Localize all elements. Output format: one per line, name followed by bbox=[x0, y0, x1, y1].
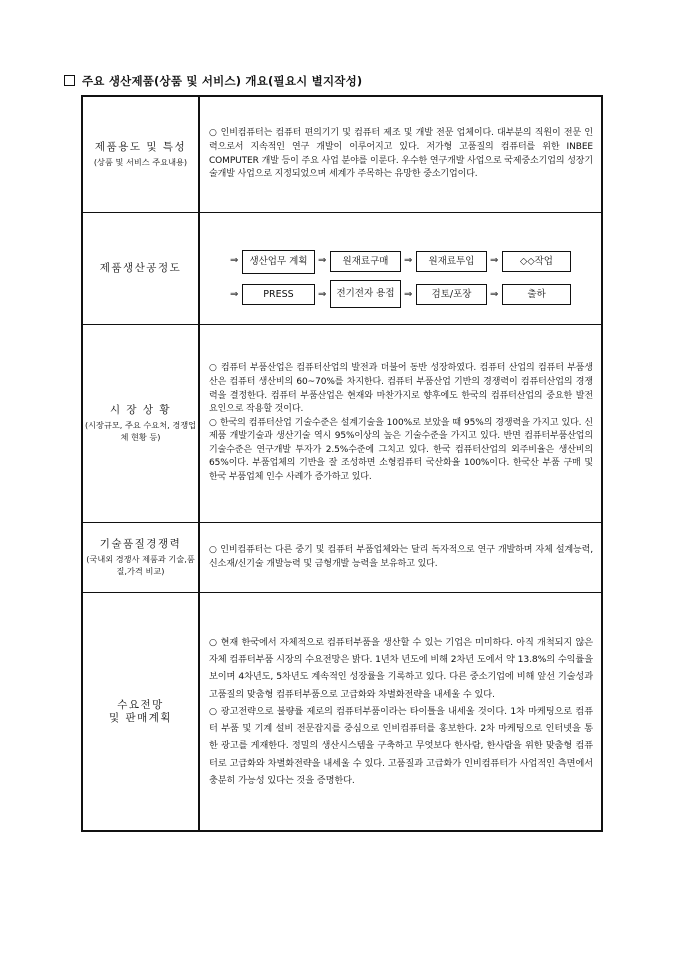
flow-arrow: ⇒ bbox=[230, 289, 239, 300]
flow-step-6: 전기전자 용접 bbox=[330, 280, 401, 308]
label-market-sub: (시장규모, 주요 수요처, 경쟁업체 현황 등) bbox=[84, 420, 197, 442]
label-demand bbox=[82, 593, 199, 832]
content-market bbox=[199, 325, 602, 523]
market-text-1: ○ 컴퓨터 부품산업은 컴퓨터산업의 발전과 더불어 동반 성장하였다. 컴퓨터 산업의 컴퓨터 부품생산은 컴퓨터 생산비의 60~70%를 차지한다. 컴퓨터 부품산업 기반의 경쟁력이 컴퓨터산업의 경쟁력을 결정한다. 컴퓨터 부품산업은 현재와 마찬가지로 향후에도 한국의 컴퓨터산업의 중요한 발전 요인으로 작용할 것이다. bbox=[209, 363, 593, 415]
flow-step-3: 원재료투입 bbox=[416, 251, 487, 272]
tech-text: ○ 인비컴퓨터는 다른 중기 및 컴퓨터 부품업체와는 달리 독자적으로 연구 개발하며 자체 설계능력, 신소재/신기술 개발능력 및 금형개발 능력을 보유하고 있다. bbox=[209, 544, 593, 569]
section-heading-text: 주요 생산제품(상품 및 서비스) 개요(필요시 별지작성) bbox=[82, 74, 363, 88]
row-demand bbox=[82, 593, 602, 832]
label-tech bbox=[82, 523, 199, 593]
flow-arrow: ⇒ bbox=[404, 255, 413, 266]
flow-step-7: 검토/포장 bbox=[416, 284, 487, 305]
label-tech-sub: (국내외 경쟁사 제품과 기술,품질,가격 비교) bbox=[86, 554, 195, 576]
content-process bbox=[199, 213, 602, 325]
checkbox-square-icon bbox=[64, 75, 75, 86]
flow-arrow: ⇒ bbox=[490, 289, 499, 300]
section-heading bbox=[64, 73, 362, 89]
product-overview-table bbox=[81, 95, 603, 832]
label-demand-title-2: 및 판매계획 bbox=[108, 711, 173, 724]
demand-text-1: ○ 현재 한국에서 자체적으로 컴퓨터부품을 생산할 수 있는 기업은 미미하다. 아직 개척되지 않은 자체 컴퓨터부품 시장의 수요전망은 밝다. 1년차 년도에 비해 2차년 도에서 약 13.8%의 수익률을 보이며 4차년도, 5차년도 계속적인 성장률을 기록하고 있다. 다른 중소기업에 비해 앞선 기술성과 고품질의 맞춤형 컴퓨터부품으로 고급화와 차별화전략을 내세울 수 있다. bbox=[209, 637, 593, 700]
flow-arrow: ⇒ bbox=[404, 289, 413, 300]
flow-arrow: ⇒ bbox=[318, 289, 327, 300]
row-market bbox=[82, 325, 602, 523]
label-product bbox=[82, 96, 199, 213]
label-process bbox=[82, 213, 199, 325]
row-product bbox=[82, 96, 602, 213]
content-demand bbox=[199, 593, 602, 832]
flow-step-8: 출하 bbox=[502, 284, 571, 305]
flow-arrow: ⇒ bbox=[318, 255, 327, 266]
demand-text-2: ○ 광고전략으로 불량률 제로의 컴퓨터부품이라는 타이틀을 내세울 것이다. 1차 마케팅으로 컴퓨터 부품 및 기계 설비 전문잡지를 중심으로 인비컴퓨터를 홍보한다. 2차 마케팅으로 인터넷을 통한 광고를 게재한다. 정밀의 생산시스템을 구축하고 무엇보다 한사람, 한사람을 위한 맞춤형 컴퓨터로 고급화와 차별화전략을 내세울 수 있다. 고품질과 고급화가 인비컴퓨터가 사업적인 측면에서 충분히 가능성 있다는 것을 증명한다. bbox=[209, 705, 593, 786]
content-product bbox=[199, 96, 602, 213]
product-text: ○ 인비컴퓨터는 컴퓨터 편의기기 및 컴퓨터 제조 및 개발 전문 업체이다. 대부분의 직원이 전문 인력으로서 지속적인 연구 개발이 이루어지고 있다. 저가형 고품질의 컴퓨터를 위한 INBEE COMPUTER 개발 등이 주요 사업 분야를 이룬다. 우수한 연구개발 사업으로 국제중소기업의 성장기술개발 사업으로 지정되었으며 세계가 주목하는 유망한 중소기업이다. bbox=[209, 128, 593, 180]
label-market-title: 시 장 상 황 bbox=[109, 404, 172, 416]
flow-arrow: ⇒ bbox=[230, 255, 239, 266]
market-text-2: ○ 한국의 컴퓨터산업 기술수준은 설계기술을 100%로 보았을 때 95%의 경쟁력을 가지고 있다. 신제품 개발기술과 생산기술 역시 95%이상의 높은 기술수준을 가지고 있다. 반면 컴퓨터부품산업의 기술수준은 연구개발 투자가 2.5%수준에 그치고 있다. 한국 컴퓨터산업의 외주비율은 생산비의 65%이다. 부품업체의 기반을 잘 조성하면 소형컴퓨터 국산화율 100%이다. 한국산 부품 구매 및 한국 부품업체 인수 사례가 증가하고 있다. bbox=[209, 417, 593, 483]
label-market bbox=[82, 325, 199, 523]
label-product-title: 제품용도 및 특성 bbox=[94, 141, 187, 153]
label-demand-title-1: 수요전망 bbox=[117, 698, 164, 711]
flow-step-2: 원재료구매 bbox=[330, 251, 401, 272]
label-process-title: 제품생산공정도 bbox=[99, 262, 182, 274]
flow-step-5: PRESS bbox=[242, 284, 315, 305]
row-tech bbox=[82, 523, 602, 593]
flow-step-1: 생산업무 계획 bbox=[242, 250, 315, 274]
label-product-sub: (상품 및 서비스 주요내용) bbox=[93, 157, 188, 167]
content-tech bbox=[199, 523, 602, 593]
flow-step-4: ◇◇작업 bbox=[502, 251, 571, 272]
process-flowchart bbox=[200, 213, 601, 324]
label-tech-title: 기술품질경쟁력 bbox=[99, 538, 182, 550]
flow-arrow: ⇒ bbox=[490, 255, 499, 266]
row-process bbox=[82, 213, 602, 325]
